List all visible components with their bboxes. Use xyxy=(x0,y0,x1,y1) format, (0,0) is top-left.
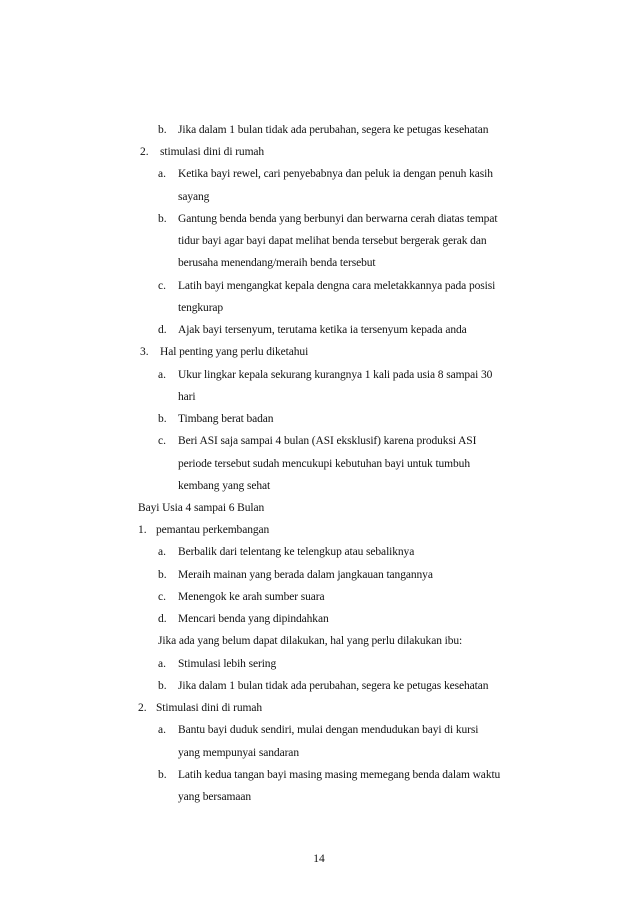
list-marker: a. xyxy=(158,658,166,670)
list-marker: b. xyxy=(158,413,167,425)
list-marker: 2. xyxy=(138,702,147,714)
text-line: Mencari benda yang dipindahkan xyxy=(178,613,329,625)
text-line: yang mempunyai sandaran xyxy=(178,747,299,759)
text-line: Hal penting yang perlu diketahui xyxy=(160,346,309,358)
text-line: Latih bayi mengangkat kepala dengna cara meletakkannya pada posisi xyxy=(178,280,496,292)
text-line: Bantu bayi duduk sendiri, mulai dengan mendudukan bayi di kursi xyxy=(178,724,479,736)
list-marker: b. xyxy=(158,680,167,692)
text-line: Stimulasi lebih sering xyxy=(178,658,277,670)
list-marker: c. xyxy=(158,591,166,603)
text-line: Jika ada yang belum dapat dilakukan, hal yang perlu dilakukan ibu: xyxy=(158,635,463,647)
list-marker: 2. xyxy=(140,146,149,158)
text-line: Ukur lingkar kepala sekurang kurangnya 1 kali pada usia 8 sampai 30 xyxy=(178,369,493,381)
text-line: stimulasi dini di rumah xyxy=(160,146,265,158)
list-marker: 1. xyxy=(138,524,147,536)
text-line: Gantung benda benda yang berbunyi dan berwarna cerah diatas tempat xyxy=(178,213,498,225)
list-marker: c. xyxy=(158,435,166,447)
list-marker: 3. xyxy=(140,346,149,358)
list-marker: b. xyxy=(158,569,167,581)
text-line: Ketika bayi rewel, cari penyebabnya dan peluk ia dengan penuh kasih xyxy=(178,168,493,180)
text-line: sayang xyxy=(178,191,210,203)
text-line: hari xyxy=(178,391,196,403)
list-marker: c. xyxy=(158,280,166,292)
list-marker: a. xyxy=(158,369,166,381)
text-line: Ajak bayi tersenyum, terutama ketika ia tersenyum kepada anda xyxy=(178,324,467,336)
list-marker: d. xyxy=(158,613,167,625)
list-marker: a. xyxy=(158,546,166,558)
text-line: tengkurap xyxy=(178,302,224,314)
text-line: Latih kedua tangan bayi masing masing memegang benda dalam waktu xyxy=(178,769,501,781)
list-marker: b. xyxy=(158,124,167,136)
list-marker: d. xyxy=(158,324,167,336)
text-line: periode tersebut sudah mencukupi kebutuhan bayi untuk tumbuh xyxy=(178,458,470,470)
list-marker: a. xyxy=(158,724,166,736)
text-line: Timbang berat badan xyxy=(178,413,274,425)
text-line: yang bersamaan xyxy=(178,791,251,803)
text-line: kembang yang sehat xyxy=(178,480,271,492)
text-line: tidur bayi agar bayi dapat melihat benda tersebut bergerak gerak dan xyxy=(178,235,487,247)
list-marker: a. xyxy=(158,168,166,180)
text-line: pemantau perkembangan xyxy=(156,524,270,536)
page-number: 14 xyxy=(313,853,325,865)
text-line: Meraih mainan yang berada dalam jangkauan tangannya xyxy=(178,569,433,581)
text-line: Jika dalam 1 bulan tidak ada perubahan, segera ke petugas kesehatan xyxy=(178,680,489,692)
text-line: Berbalik dari telentang ke telengkup atau sebaliknya xyxy=(178,546,415,558)
text-line: Stimulasi dini di rumah xyxy=(156,702,262,714)
list-marker: b. xyxy=(158,769,167,781)
section-heading: Bayi Usia 4 sampai 6 Bulan xyxy=(138,502,265,514)
text-line: Menengok ke arah sumber suara xyxy=(178,591,325,603)
text-line: Jika dalam 1 bulan tidak ada perubahan, segera ke petugas kesehatan xyxy=(178,124,489,136)
list-marker: b. xyxy=(158,213,167,225)
text-line: Beri ASI saja sampai 4 bulan (ASI eksklusif) karena produksi ASI xyxy=(178,435,477,447)
text-line: berusaha menendang/meraih benda tersebut xyxy=(178,257,376,269)
